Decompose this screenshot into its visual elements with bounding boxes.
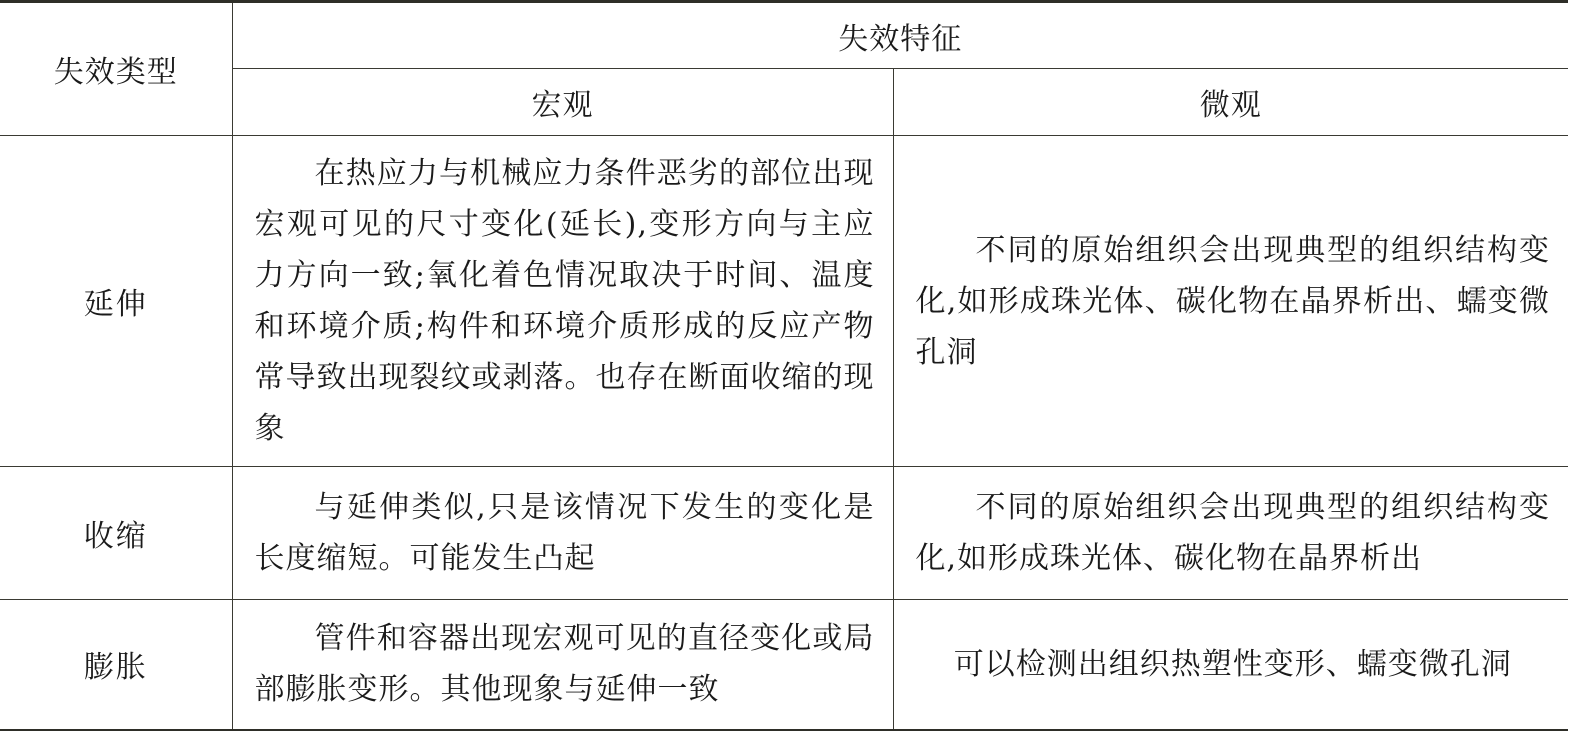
micro-feature-cell: 不同的原始组织会出现典型的组织结构变化,如形成珠光体、碳化物在晶界析出、蠕变微孔洞	[893, 136, 1568, 467]
failure-feature-header: 失效特征	[232, 2, 1568, 69]
header-row-sub	[0, 69, 1568, 136]
table-row	[0, 467, 1568, 600]
header-row-top	[0, 2, 1568, 69]
macro-header: 宏观	[232, 69, 893, 136]
failure-type-header: 失效类型	[0, 2, 232, 136]
table-row	[0, 600, 1568, 730]
micro-feature-cell: 不同的原始组织会出现典型的组织结构变化,如形成珠光体、碳化物在晶界析出	[893, 467, 1568, 600]
macro-feature-cell: 在热应力与机械应力条件恶劣的部位出现宏观可见的尺寸变化(延长),变形方向与主应力方向一致;氧化着色情况取决于时间、温度和环境介质;构件和环境介质形成的反应产物常导致出现裂纹或剥落。也存在断面收缩的现象	[232, 136, 893, 467]
macro-feature-cell: 管件和容器出现宏观可见的直径变化或局部膨胀变形。其他现象与延伸一致	[232, 600, 893, 730]
failure-type-cell: 收缩	[0, 467, 232, 600]
table-row	[0, 136, 1568, 467]
micro-feature-cell: 可以检测出组织热塑性变形、蠕变微孔洞	[893, 600, 1568, 730]
failure-type-cell: 延伸	[0, 136, 232, 467]
macro-feature-cell: 与延伸类似,只是该情况下发生的变化是长度缩短。可能发生凸起	[232, 467, 893, 600]
failure-type-cell: 膨胀	[0, 600, 232, 730]
micro-header: 微观	[893, 69, 1568, 136]
